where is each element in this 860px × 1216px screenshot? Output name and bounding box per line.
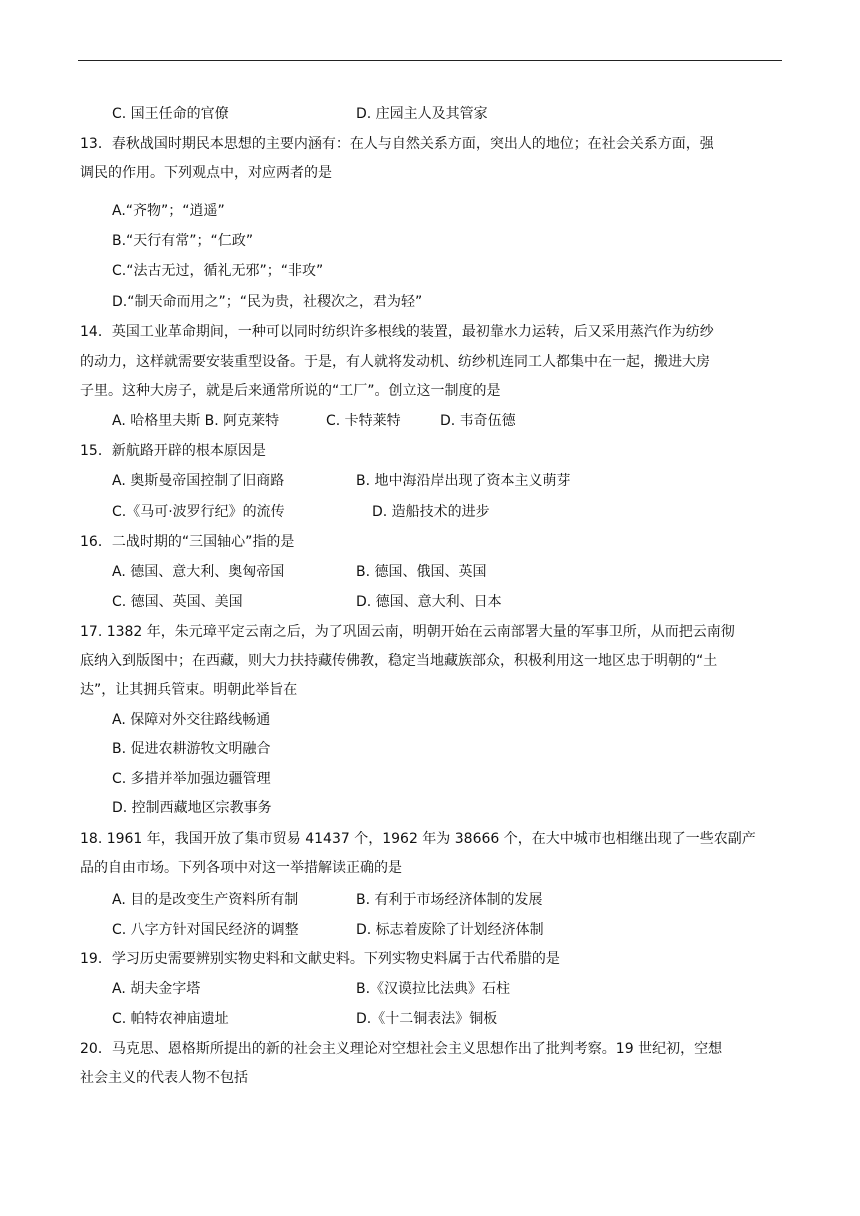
- q15-option-c: C.《马可·波罗行纪》的流传: [112, 504, 285, 520]
- q13-stem-line-2: 调民的作用。下列观点中，对应两者的是: [80, 165, 332, 181]
- q16-option-c: C. 德国、英国、美国: [112, 594, 243, 610]
- q17-option-a: A. 保障对外交往路线畅通: [112, 712, 271, 728]
- q12-option-c: C. 国王任命的官僚: [112, 106, 229, 122]
- q14-stem-line-3: 子里。这种大房子，就是后来通常所说的“工厂”。创立这一制度的是: [80, 383, 501, 399]
- q13-option-c: C.“法古无过，循礼无邪”；“非攻”: [112, 263, 324, 279]
- q19-option-d: D.《十二铜表法》铜板: [356, 1011, 498, 1027]
- q18-stem-line-2: 品的自由市场。下列各项中对这一举措解读正确的是: [80, 860, 402, 876]
- q19-option-b: B.《汉谟拉比法典》石柱: [356, 981, 511, 997]
- q15-option-b: B. 地中海沿岸出现了资本主义萌芽: [356, 473, 571, 489]
- q17-stem-line-2: 底纳入到版图中；在西藏，则大力扶持藏传佛教，稳定当地藏族部众，积极利用这一地区忠于明朝的“土: [80, 653, 718, 669]
- q16-option-d: D. 德国、意大利、日本: [356, 594, 502, 610]
- q19-option-c: C. 帕特农神庙遗址: [112, 1011, 229, 1027]
- q15-stem: 15．新航路开辟的根本原因是: [80, 443, 266, 459]
- q14-options-ab: A. 哈格里夫斯 B. 阿克莱特: [112, 413, 280, 429]
- q16-stem: 16．二战时期的“三国轴心”指的是: [80, 534, 295, 550]
- q14-option-c: C. 卡特莱特: [326, 413, 401, 429]
- q15-option-d: D. 造船技术的进步: [372, 504, 490, 520]
- q18-option-b: B. 有利于市场经济体制的发展: [356, 892, 543, 908]
- q18-option-c: C. 八字方针对国民经济的调整: [112, 922, 299, 938]
- q19-stem: 19．学习历史需要辨别实物史料和文献史料。下列实物史料属于古代希腊的是: [80, 951, 560, 967]
- q18-option-a: A. 目的是改变生产资料所有制: [112, 892, 299, 908]
- q16-option-a: A. 德国、意大利、奥匈帝国: [112, 564, 285, 580]
- q17-option-b: B. 促进农耕游牧文明融合: [112, 741, 271, 757]
- q18-option-d: D. 标志着废除了计划经济体制: [356, 922, 544, 938]
- q14-option-d: D. 韦奇伍德: [440, 413, 516, 429]
- q20-stem-line-1: 20．马克思、恩格斯所提出的新的社会主义理论对空想社会主义思想作出了批判考察。19 世纪初，空想: [80, 1041, 723, 1057]
- q17-option-d: D. 控制西藏地区宗教事务: [112, 800, 272, 816]
- q17-option-c: C. 多措并举加强边疆管理: [112, 771, 271, 787]
- q13-option-d: D.“制天命而用之”；“民为贵，社稷次之，君为轻”: [112, 294, 423, 310]
- q13-option-a: A.“齐物”；“逍遥”: [112, 203, 225, 219]
- q19-option-a: A. 胡夫金字塔: [112, 981, 201, 997]
- q14-stem-line-1: 14．英国工业革命期间，一种可以同时纺织许多根线的装置，最初靠水力运转，后又采用蒸汽作为纺纱: [80, 324, 714, 340]
- q20-stem-line-2: 社会主义的代表人物不包括: [80, 1070, 248, 1086]
- q17-stem-line-3: 达”，让其拥兵管束。明朝此举旨在: [80, 682, 298, 698]
- q14-stem-line-2: 的动力，这样就需要安装重型设备。于是，有人就将发动机、纺纱机连同工人都集中在一起，搬进大房: [80, 354, 710, 370]
- q13-stem-line-1: 13．春秋战国时期民本思想的主要内涵有：在人与自然关系方面，突出人的地位；在社会关系方面，强: [80, 136, 714, 152]
- q18-stem-line-1: 18. 1961 年，我国开放了集市贸易 41437 个，1962 年为 38666 个，在大中城市也相继出现了一些农副产: [80, 831, 756, 847]
- q12-option-d: D. 庄园主人及其管家: [356, 106, 488, 122]
- q17-stem-line-1: 17. 1382 年，朱元璋平定云南之后，为了巩固云南，明朝开始在云南部署大量的军事卫所，从而把云南彻: [80, 624, 735, 640]
- q13-option-b: B.“天行有常”；“仁政”: [112, 233, 254, 249]
- header-rule: [78, 60, 782, 61]
- q15-option-a: A. 奥斯曼帝国控制了旧商路: [112, 473, 285, 489]
- q16-option-b: B. 德国、俄国、英国: [356, 564, 487, 580]
